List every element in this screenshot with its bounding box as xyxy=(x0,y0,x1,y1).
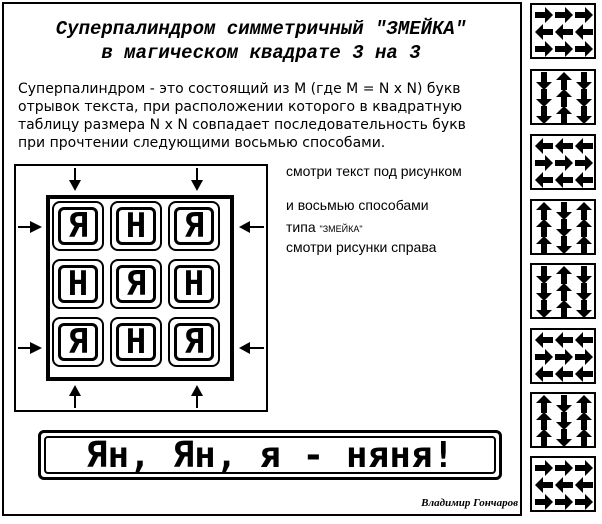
arrow-up-icon xyxy=(576,202,592,220)
arrow-up-icon xyxy=(576,395,592,413)
arrow-down-icon xyxy=(576,283,592,301)
grid-cell xyxy=(110,201,162,251)
grid-cell xyxy=(110,259,162,309)
arrow-left-icon xyxy=(535,332,553,348)
arrow-right-icon xyxy=(535,155,553,171)
cell-letter: Я xyxy=(174,207,214,245)
arrow-left-icon xyxy=(555,366,573,382)
arrow-down-icon xyxy=(576,266,592,284)
snake-pattern-tile xyxy=(530,328,596,384)
definition-line: таблицу размера N x N совпадает последовательность букв xyxy=(18,117,466,133)
arrow-up-icon xyxy=(68,384,82,408)
arrow-right-icon xyxy=(555,494,573,510)
arrow-right-icon xyxy=(555,155,573,171)
arrow-down-icon xyxy=(576,106,592,124)
arrow-right-icon xyxy=(535,41,553,57)
arrow-left-icon xyxy=(575,477,593,493)
arrow-left-icon xyxy=(535,24,553,40)
see-right-text: смотри рисунки справа xyxy=(286,239,437,255)
arrow-down-icon xyxy=(576,300,592,318)
arrow-left-icon xyxy=(555,332,573,348)
palindrome-phrase: Ян, Ян, я - няня! xyxy=(44,436,496,474)
arrow-right-icon xyxy=(535,460,553,476)
arrow-down-icon xyxy=(556,395,572,413)
arrow-left-icon xyxy=(575,138,593,154)
arrow-right-icon xyxy=(575,494,593,510)
cell-letter: Н xyxy=(116,207,156,245)
arrow-up-icon xyxy=(556,283,572,301)
grid-cell xyxy=(52,259,104,309)
arrow-left-icon xyxy=(575,24,593,40)
arrow-left-icon xyxy=(575,366,593,382)
arrow-up-icon xyxy=(556,106,572,124)
arrow-down-icon xyxy=(576,89,592,107)
cell-letter: Я xyxy=(58,323,98,361)
snake-pattern-tile xyxy=(530,263,596,319)
arrow-up-icon xyxy=(536,202,552,220)
arrow-right-icon xyxy=(575,460,593,476)
arrow-left-icon xyxy=(535,172,553,188)
definition-paragraph xyxy=(18,80,518,152)
arrow-down-icon xyxy=(536,300,552,318)
arrow-down-icon xyxy=(536,89,552,107)
cell-letter: Н xyxy=(174,265,214,303)
arrow-right-icon xyxy=(555,41,573,57)
arrow-left-icon xyxy=(238,341,264,355)
eight-ways-text: и восьмью способами xyxy=(286,197,429,213)
arrow-left-icon xyxy=(535,138,553,154)
definition-line: отрывок текста, при расположении которого в квадратную xyxy=(18,99,463,115)
author-signature: Владимир Гончаров xyxy=(421,497,518,509)
arrow-left-icon xyxy=(555,24,573,40)
arrow-right-icon xyxy=(535,349,553,365)
arrow-down-icon xyxy=(556,236,572,254)
arrow-up-icon xyxy=(576,219,592,237)
magic-square xyxy=(46,195,234,381)
arrow-right-icon xyxy=(555,460,573,476)
arrow-up-icon xyxy=(536,219,552,237)
arrow-right-icon xyxy=(575,155,593,171)
arrow-down-icon xyxy=(536,283,552,301)
snake-pattern-tile xyxy=(530,392,596,448)
definition-line: при прочтении следующими восьмью способами. xyxy=(18,135,386,151)
arrow-down-icon xyxy=(556,219,572,237)
arrow-up-icon xyxy=(536,429,552,447)
cell-letter: Н xyxy=(58,265,98,303)
arrow-up-icon xyxy=(536,236,552,254)
grid-cell xyxy=(52,201,104,251)
palindrome-phrase-box xyxy=(38,430,502,480)
see-below-text: смотри текст под рисунком xyxy=(286,163,462,179)
arrow-up-icon xyxy=(576,429,592,447)
arrow-up-icon xyxy=(536,395,552,413)
arrow-up-icon xyxy=(190,384,204,408)
arrow-right-icon xyxy=(18,220,44,234)
snake-pattern-tile xyxy=(530,199,596,255)
type-prefix: типа xyxy=(286,219,316,235)
cell-letter: Н xyxy=(116,323,156,361)
cell-letter: Я xyxy=(58,207,98,245)
arrow-left-icon xyxy=(555,172,573,188)
arrow-left-icon xyxy=(575,332,593,348)
arrow-left-icon xyxy=(535,477,553,493)
arrow-down-icon xyxy=(536,106,552,124)
grid-cell xyxy=(168,317,220,367)
snake-pattern-tile xyxy=(530,456,596,512)
arrow-down-icon xyxy=(536,72,552,90)
title-line-2: в магическом квадрате 3 на 3 xyxy=(101,42,421,64)
cell-letter: Я xyxy=(116,265,156,303)
grid-cell xyxy=(52,317,104,367)
arrow-down-icon xyxy=(556,429,572,447)
arrow-up-icon xyxy=(556,300,572,318)
arrow-down-icon xyxy=(68,168,82,192)
arrow-up-icon xyxy=(536,412,552,430)
type-label xyxy=(286,219,363,235)
arrow-up-icon xyxy=(556,89,572,107)
arrow-left-icon xyxy=(555,477,573,493)
arrow-left-icon xyxy=(575,172,593,188)
arrow-right-icon xyxy=(575,7,593,23)
grid-cell xyxy=(110,317,162,367)
arrow-right-icon xyxy=(535,7,553,23)
arrow-right-icon xyxy=(555,349,573,365)
cell-letter: Я xyxy=(174,323,214,361)
grid-cell xyxy=(168,201,220,251)
snake-pattern-tile xyxy=(530,69,596,125)
arrow-down-icon xyxy=(190,168,204,192)
snake-pattern-tile xyxy=(530,134,596,190)
arrow-down-icon xyxy=(576,72,592,90)
snake-pattern-tile xyxy=(530,3,596,59)
arrow-right-icon xyxy=(575,349,593,365)
arrow-up-icon xyxy=(556,266,572,284)
grid-cell xyxy=(168,259,220,309)
type-name: "ЗМЕЙКА" xyxy=(319,224,363,234)
definition-line: Суперпалиндром - это состоящий из M (где M = N x N) букв xyxy=(18,81,461,97)
arrow-right-icon xyxy=(18,341,44,355)
arrow-left-icon xyxy=(555,138,573,154)
arrow-left-icon xyxy=(238,220,264,234)
arrow-down-icon xyxy=(556,412,572,430)
title-line-1: Суперпалиндром симметричный "ЗМЕЙКА" xyxy=(55,18,467,40)
arrow-right-icon xyxy=(535,494,553,510)
arrow-up-icon xyxy=(576,412,592,430)
arrow-left-icon xyxy=(535,366,553,382)
arrow-down-icon xyxy=(556,202,572,220)
arrow-down-icon xyxy=(536,266,552,284)
arrow-up-icon xyxy=(556,72,572,90)
arrow-right-icon xyxy=(575,41,593,57)
arrow-up-icon xyxy=(576,236,592,254)
arrow-right-icon xyxy=(555,7,573,23)
